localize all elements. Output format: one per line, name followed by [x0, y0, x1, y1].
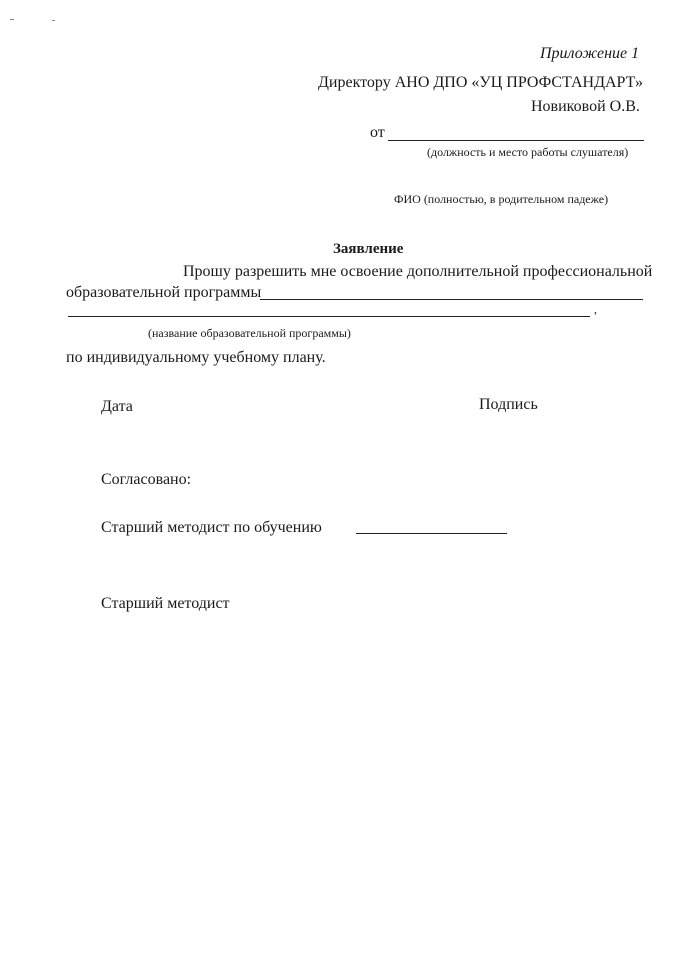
director-line: Директору АНО ДПО «УЦ ПРОФСТАНДАРТ» — [318, 74, 643, 91]
program-field-line-2 — [68, 316, 590, 317]
from-field-line — [388, 140, 644, 141]
from-label: от — [370, 124, 385, 141]
signature-label: Подпись — [479, 396, 538, 413]
agreed-label: Согласовано: — [101, 471, 192, 488]
appendix-label: Приложение 1 — [540, 45, 640, 62]
document-title: Заявление — [333, 241, 404, 257]
methodist-training-signature-line — [356, 533, 507, 534]
methodist-training-label: Старший методист по обучению — [101, 519, 322, 536]
request-line-1: Прошу разрешить мне освоение дополнительной профессиональной — [183, 263, 653, 280]
program-hint: (название образовательной программы) — [148, 326, 351, 340]
date-label: Дата — [101, 398, 133, 415]
program-field-line-1 — [260, 299, 643, 300]
request-line-2: образовательной программы — [66, 284, 262, 301]
fio-hint: ФИО (полностью, в родительном падеже) — [394, 192, 609, 206]
program-comma: , — [594, 302, 597, 316]
scan-speck — [52, 20, 55, 21]
director-name: Новиковой О.В. — [531, 98, 640, 115]
methodist-label: Старший методист — [101, 595, 230, 612]
scan-speck — [10, 19, 14, 20]
position-hint: (должность и место работы слушателя) — [427, 145, 629, 159]
plan-line: по индивидуальному учебному плану. — [66, 349, 326, 366]
